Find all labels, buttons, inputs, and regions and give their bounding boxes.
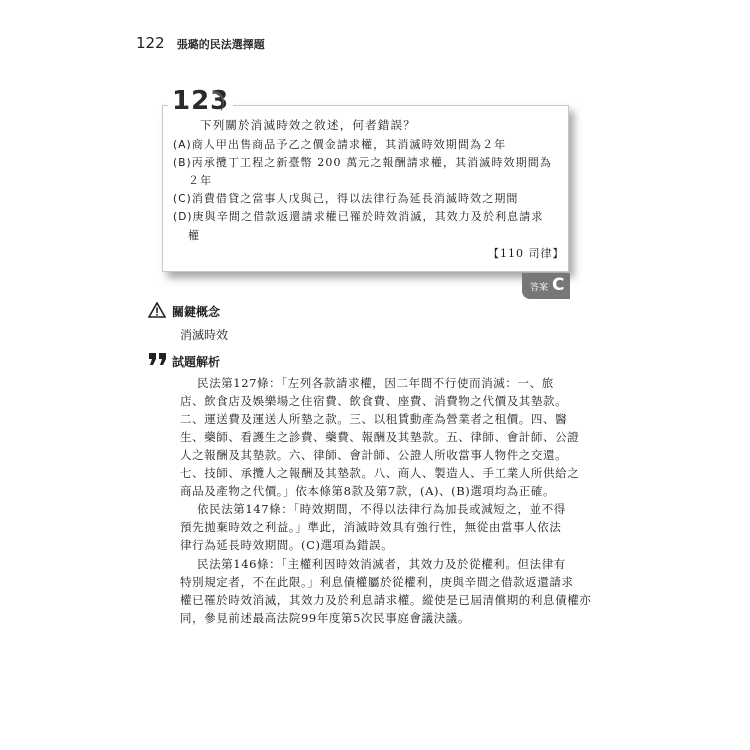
option-b-continuation: ２年 — [188, 174, 213, 187]
analysis-line: 依民法第147條：「時效期間，不得以法律行為加長或減短之，並不得 — [197, 502, 566, 516]
option-b — [173, 154, 552, 172]
exam-source: 【110 司律】 — [488, 247, 565, 260]
option-c — [173, 190, 519, 208]
answer-badge — [522, 273, 570, 299]
analysis-line: 二、運送費及運送人所墊之款。三、以租賃動產為營業者之租價。四、醫 — [180, 412, 568, 426]
analysis-line: 店、飲食店及娛樂場之住宿費、飲食費、座費、消費物之代價及其墊款。 — [180, 394, 568, 408]
option-text: 商人甲出售商品予乙之價金請求權，其消滅時效期間為２年 — [191, 138, 507, 151]
question-stem: 下列關於消滅時效之敘述，何者錯誤？ — [200, 118, 416, 132]
option-label: (B) — [173, 157, 192, 169]
option-label: (A) — [173, 139, 192, 151]
analysis-line: 同，參見前述最高法院99年度第5次民事庭會議決議。 — [180, 611, 470, 625]
page-number: 122 — [136, 34, 165, 52]
analysis-line: 生、藥師、看護生之診費、藥費、報酬及其墊款。五、律師、會計師、公證 — [180, 430, 580, 444]
answer-label: 答案 — [530, 283, 549, 293]
analysis-line: 律行為延長時效期間。(C)選項為錯誤。 — [180, 538, 394, 552]
option-label: (D) — [173, 211, 193, 223]
book-title: 張璐的民法選擇題 — [176, 38, 265, 51]
analysis-line: 預先拋棄時效之利益。」準此，消滅時效具有強行性，無從由當事人依法 — [180, 520, 562, 534]
warning-triangle-icon — [148, 302, 166, 318]
key-concept-text: 消滅時效 — [180, 328, 229, 342]
answer-value: C — [552, 275, 565, 295]
option-a — [173, 136, 506, 154]
option-text: 消費借貸之當事人戊與己，得以法律行為延長消滅時效之期間 — [191, 192, 519, 205]
option-text: 丙承攬丁工程之新臺幣 200 萬元之報酬請求權，其消滅時效期間為 — [191, 156, 552, 169]
analysis-line: 人之報酬及其墊款。六、律師、會計師、公證人所收當事人物件之交還。 — [180, 448, 568, 462]
option-label: (C) — [173, 193, 192, 205]
question-number: 123 — [168, 86, 233, 116]
analysis-line: 七、技師、承攬人之報酬及其墊款。八、商人、製造人、手工業人所供給之 — [180, 466, 580, 480]
quote-marks-icon — [148, 352, 168, 366]
analysis-title: 試題解析 — [172, 355, 221, 369]
analysis-line: 特別規定者，不在此限。」利息債權屬於從權利，庚與辛間之借款返還請求 — [180, 575, 574, 589]
option-text: 庚與辛間之借款返還請求權已罹於時效消滅，其效力及於利息請求 — [192, 210, 544, 223]
page-header — [136, 34, 265, 52]
analysis-line: 權已罹於時效消滅，其效力及於利息請求權。縱使是已屆清償期的利息債權亦 — [180, 593, 592, 607]
analysis-line: 商品及產物之代價。」依本條第8款及第7款，(A)、(B)選項均為正確。 — [180, 484, 556, 498]
key-concept-title: 關鍵概念 — [172, 305, 221, 319]
option-d-continuation: 權 — [188, 229, 201, 242]
analysis-line: 民法第127條：「左列各款請求權，因二年間不行使而消滅：一、旅 — [197, 376, 554, 390]
option-d — [173, 208, 543, 226]
analysis-line: 民法第146條：「主權利因時效消滅者，其效力及於從權利。但法律有 — [197, 557, 566, 571]
